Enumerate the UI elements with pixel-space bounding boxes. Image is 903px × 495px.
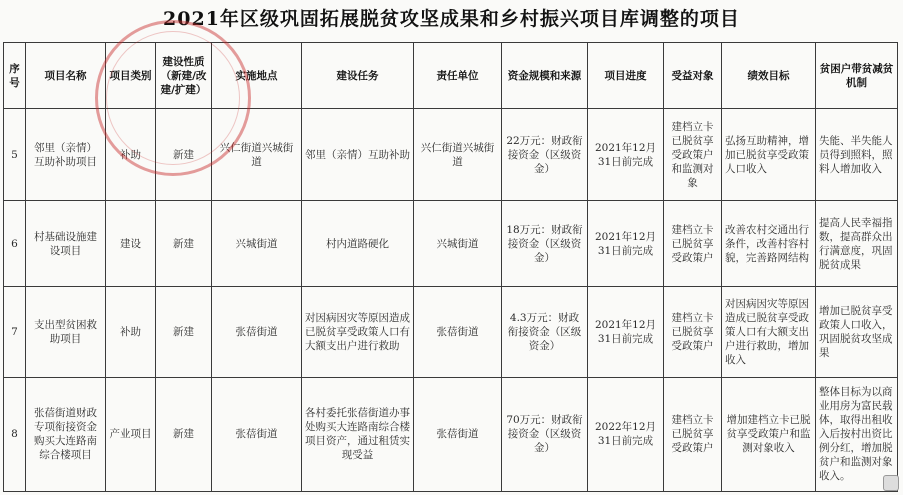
cell-progress: 2021年12月31日前完成 [588, 287, 664, 377]
cell-target: 增加建档立卡已脱贫享受政策户和监测对象收入 [722, 377, 816, 491]
header-progress: 项目进度 [588, 43, 664, 109]
cell-funds: 18万元：财政衔接资金（区级资金） [502, 201, 588, 287]
cell-funds: 4.3万元：财政衔接资金（区级资金） [502, 287, 588, 377]
cell-task: 对因病因灾等原因造成已脱贫享受政策人口有大额支出户进行救助 [302, 287, 414, 377]
header-unit: 责任单位 [414, 43, 502, 109]
cell-no: 6 [4, 201, 26, 287]
cell-mechanism: 失能、半失能人员得到照料，照料人增加收入 [816, 109, 898, 201]
cell-beneficiary: 建档立卡已脱贫享受政策户 [664, 377, 722, 491]
cell-progress: 2022年12月31日前完成 [588, 377, 664, 491]
cell-no: 7 [4, 287, 26, 377]
table-row [4, 109, 898, 201]
cell-funds: 22万元：财政衔接资金（区级资金） [502, 109, 588, 201]
cell-nature: 新建 [156, 287, 212, 377]
cell-unit: 张蓓街道 [414, 287, 502, 377]
cell-location: 张蓓街道 [212, 377, 302, 491]
cell-location: 兴城街道 [212, 201, 302, 287]
table-row [4, 287, 898, 377]
cell-beneficiary: 建档立卡已脱贫享受政策户和监测对象 [664, 109, 722, 201]
cell-task: 村内道路硬化 [302, 201, 414, 287]
cell-name: 村基础设施建设项目 [26, 201, 106, 287]
cell-task: 各村委托张蓓街道办事处购买大连路南综合楼项目资产，通过租赁实现受益 [302, 377, 414, 491]
cell-no: 8 [4, 377, 26, 491]
cell-mechanism: 增加已脱贫享受政策人口收入，巩固脱贫攻坚成果 [816, 287, 898, 377]
cell-category: 补助 [106, 287, 156, 377]
table-row [4, 201, 898, 287]
cell-beneficiary: 建档立卡已脱贫享受政策户 [664, 287, 722, 377]
cell-funds: 70万元：财政衔接资金（区级资金） [502, 377, 588, 491]
header-category: 项目类别 [106, 43, 156, 109]
cell-category: 产业项目 [106, 377, 156, 491]
cell-task: 邻里（亲情）互助补助 [302, 109, 414, 201]
cell-category: 建设 [106, 201, 156, 287]
header-task: 建设任务 [302, 43, 414, 109]
cell-nature: 新建 [156, 109, 212, 201]
cell-location: 张蓓街道 [212, 287, 302, 377]
cell-nature: 新建 [156, 377, 212, 491]
cell-beneficiary: 建档立卡已脱贫享受政策户 [664, 201, 722, 287]
header-no: 序号 [4, 43, 26, 109]
cell-progress: 2021年12月31日前完成 [588, 109, 664, 201]
table-row [4, 377, 898, 491]
header-funds: 资金规模和来源 [502, 43, 588, 109]
header-mechanism: 贫困户带贫减贫机制 [816, 43, 898, 109]
header-target: 绩效目标 [722, 43, 816, 109]
cell-unit: 兴仁街道兴城街道 [414, 109, 502, 201]
cell-target: 改善农村交通出行条件，改善村容村貌，完善路网结构 [722, 201, 816, 287]
cell-unit: 兴城街道 [414, 201, 502, 287]
cell-mechanism: 整体目标为以商业用房为富民载体，取得出租收入后按村出资比例分红，增加脱贫户和监测对象收入。 [816, 377, 898, 491]
header-row [4, 43, 898, 109]
cell-name: 支出型贫困救助项目 [26, 287, 106, 377]
page-title: 2021年区级巩固拓展脱贫攻坚成果和乡村振兴项目库调整的项目 [163, 8, 740, 30]
cell-nature: 新建 [156, 201, 212, 287]
cell-location: 兴仁街道兴城街道 [212, 109, 302, 201]
header-location: 实施地点 [212, 43, 302, 109]
cell-category: 补助 [106, 109, 156, 201]
header-nature: 建设性质（新建/改建/扩建） [156, 43, 212, 109]
cell-progress: 2021年12月31日前完成 [588, 201, 664, 287]
header-beneficiary: 受益对象 [664, 43, 722, 109]
cell-target: 弘扬互助精神，增加已脱贫享受政策人口收入 [722, 109, 816, 201]
cell-mechanism: 提高人民幸福指数，提高群众出行满意度，巩固脱贫成果 [816, 201, 898, 287]
cell-unit: 张蓓街道 [414, 377, 502, 491]
project-table [3, 42, 898, 492]
header-name: 项目名称 [26, 43, 106, 109]
cell-no: 5 [4, 109, 26, 201]
cell-name: 邻里（亲情）互助补助项目 [26, 109, 106, 201]
cell-name: 张蓓街道财政专项衔接资金购买大连路南综合楼项目 [26, 377, 106, 491]
scroll-corner-icon [883, 475, 899, 491]
cell-target: 对因病因灾等原因造成已脱贫享受政策人口有大额支出户进行救助，增加收入 [722, 287, 816, 377]
